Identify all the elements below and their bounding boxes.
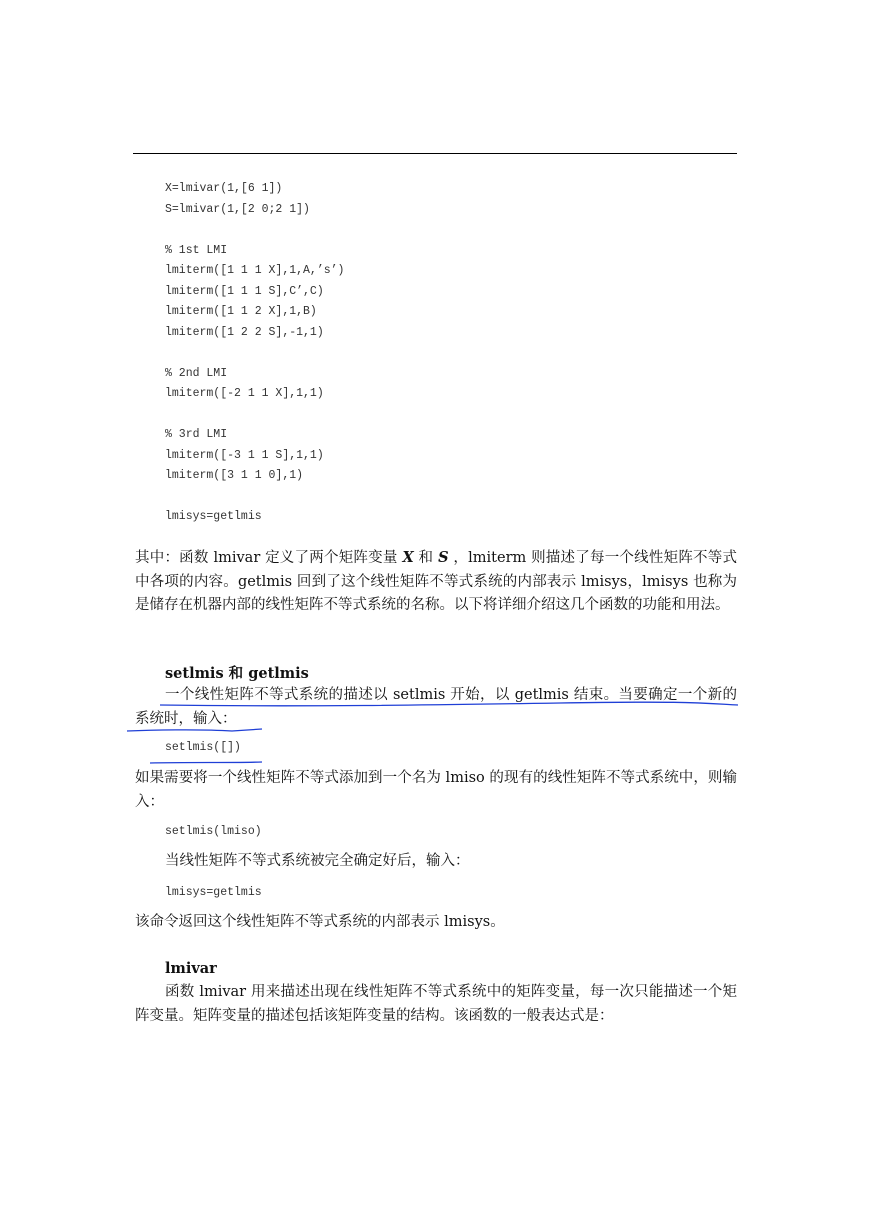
variable-x: X — [402, 549, 414, 566]
code-line: lmisys=getlmis — [165, 510, 262, 523]
code-line: lmiterm([-2 1 1 X],1,1) — [165, 387, 324, 400]
code-line: lmiterm([3 1 1 0],1) — [165, 469, 304, 482]
pen-underline-code — [150, 762, 262, 763]
code-line: X=lmivar(1,[6 1]) — [165, 182, 283, 195]
code-line: % 2nd LMI — [165, 366, 228, 380]
code-line: S=lmivar(1,[2 0;2 1]) — [165, 202, 310, 216]
code-line: lmiterm([1 1 1 X],1,A,’s’) — [165, 264, 345, 277]
paragraph-returns-lmisys: 该命令返回这个线性矩阵不等式系统的内部表示 lmisys。 — [135, 914, 505, 930]
code-line: lmiterm([1 2 2 S],-1,1) — [165, 325, 324, 339]
code-line: lmiterm([-3 1 1 S],1,1) — [165, 448, 324, 462]
variable-s: S — [438, 549, 449, 566]
code-line: % 3rd LMI — [165, 428, 228, 441]
pen-underline-line-1 — [160, 702, 738, 706]
pen-underline-line-2 — [127, 729, 262, 731]
paragraph-setlmis-intro: 一个线性矩阵不等式系统的描述以 setlmis 开始，以 getlmis 结束。当要确定一个新的系统时，输入： — [135, 687, 737, 727]
code-setlmis-lmiso: setlmis(lmiso) — [165, 825, 262, 838]
code-line: lmiterm([1 1 1 S],C’,C) — [165, 284, 324, 298]
paragraph-explanation: 其中：函数 lmivar 定义了两个矩阵变量 X 和 S ，lmiterm 则描述了每一个线性矩阵不等式中各项的内容。getlmis 回到了这个线性矩阵不等式系统的内部表示 lmisys，lmisys 也称为是储存在机器内部的线性矩阵不等式系统的名称。以下将详细介绍这几个函数的功能和用法。 — [135, 549, 737, 613]
code-line: % 1st LMI — [165, 243, 228, 257]
paragraph-add-lmi: 如果需要将一个线性矩阵不等式添加到一个名为 lmiso 的现有的线性矩阵不等式系统中，则输入： — [135, 770, 737, 810]
paragraph-lmivar-description: 函数 lmivar 用来描述出现在线性矩阵不等式系统中的矩阵变量，每一次只能描述一个矩阵变量。矩阵变量的描述包括该矩阵变量的结构。该函数的一般表达式是： — [135, 984, 737, 1024]
paragraph-when-complete: 当线性矩阵不等式系统被完全确定好后，输入： — [165, 853, 470, 869]
code-line: lmiterm([1 1 2 X],1,B) — [165, 305, 317, 318]
section-heading-lmivar: lmivar — [165, 960, 217, 977]
code-getlmis: lmisys=getlmis — [165, 886, 262, 899]
section-heading-setlmis-getlmis: setlmis 和 getlmis — [165, 665, 309, 682]
code-setlmis-empty: setlmis([]) — [165, 741, 241, 754]
